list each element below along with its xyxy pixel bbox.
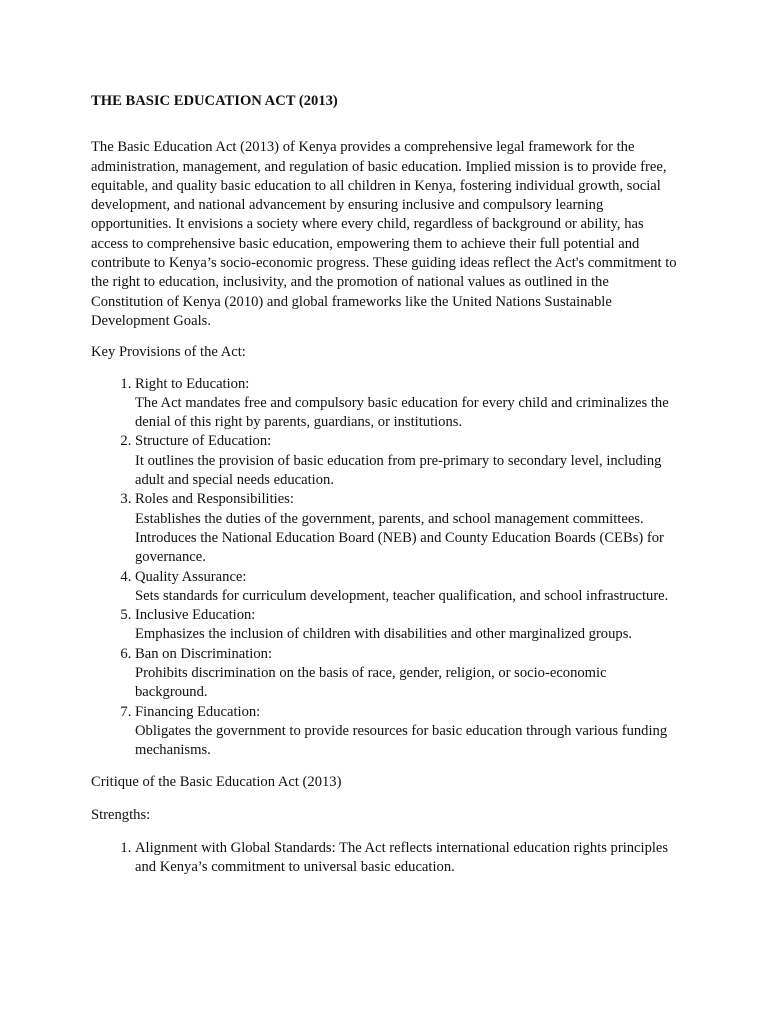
provision-item [135,606,681,645]
provision-title: 7. Financing Education: [135,703,261,720]
provision-title: 3. Roles and Responsibilities: [135,491,294,508]
provision-item [135,375,681,433]
provision-description: Establishes the duties of the government, parents, and school management committees. Introduces the National Education Board (NEB) and County Education Boards (CEBs) for governance. [135,510,664,566]
provision-description: Sets standards for curriculum development, teacher qualification, and school infrastructure. [135,587,669,604]
intro-paragraph: The Basic Education Act (2013) of Kenya provides a comprehensive legal framework for the administration, management, and regulation of basic education. Implied mission is to provide free, equitable, and quality basic education to all children in Kenya, fostering individual growth, social development, and national advancement by ensuring inclusive and compulsory learning opportunities. It envisions a society where every child, regardless of background or ability, has access to comprehensive basic education, empowering them to achieve their full potential and contribute to Kenya’s socio-economic progress. These guiding ideas reflect the Act's commitment to the right to education, inclusivity, and the promotion of national values as outlined in the Constitution of Kenya (2010) and global frameworks like the United Nations Sustainable Development Goals. [91,139,677,329]
provision-title: 4. Quality Assurance: [135,568,247,585]
provision-title: 5. Inclusive Education: [135,607,256,624]
provision-description: Obligates the government to provide resources for basic education through various funding mechanisms. [135,722,668,759]
provision-item [135,432,681,490]
document-body [91,92,681,878]
provision-title: 2. Structure of Education: [135,433,272,450]
critique-heading: Critique of the Basic Education Act (2013) [91,773,342,790]
provision-item [135,703,681,761]
strengths-heading: Strengths: [91,806,151,823]
provision-item [135,490,681,567]
provisions-list [91,375,681,761]
provision-description: The Act mandates free and compulsory basic education for every child and criminalizes the denial of this right by parents, guardians, or institutions. [135,394,669,431]
strengths-list [91,839,681,878]
provisions-heading: Key Provisions of the Act: [91,344,246,361]
provision-item [135,568,681,607]
provision-description: Prohibits discrimination on the basis of race, gender, religion, or socio-economic background. [135,665,607,701]
provision-description: It outlines the provision of basic education from pre-primary to secondary level, including adult and special needs education. [135,452,662,489]
provision-title: 1. Right to Education: [135,375,250,392]
document-title: THE BASIC EDUCATION ACT (2013) [91,93,338,109]
provision-item [135,645,681,703]
provision-description: Emphasizes the inclusion of children with disabilities and other marginalized groups. [135,626,633,643]
strength-item: 1. Alignment with Global Standards: The Act reflects international education rights principles and Kenya’s commitment to universal basic education. [135,839,681,878]
provision-title: 6. Ban on Discrimination: [135,645,273,662]
